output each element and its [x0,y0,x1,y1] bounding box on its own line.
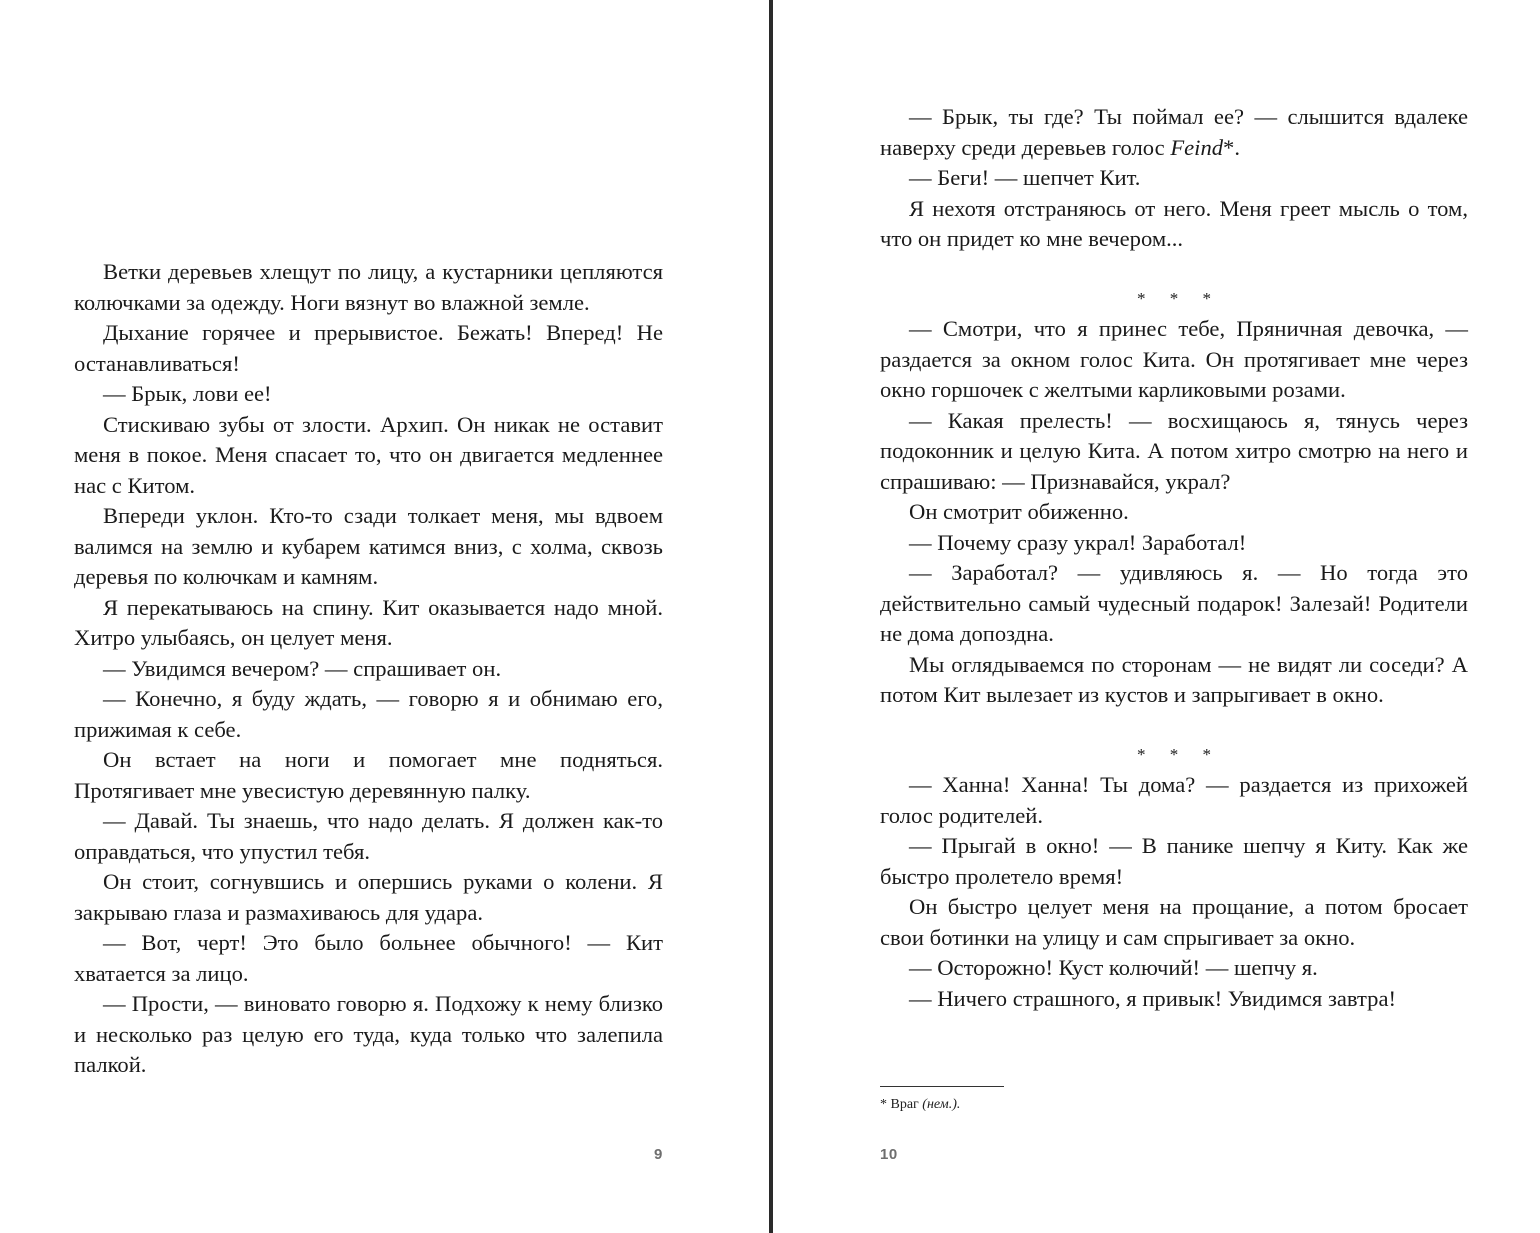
paragraph: — Заработал? — удивляюсь я. — Но тогда это действительно самый чудесный подарок! Залезай! Родители не дома допоздна. [880,560,1468,646]
footnote-rule [880,1086,1004,1087]
left-page-text [74,257,663,1081]
paragraph: Я перекатываюсь на спину. Кит оказывается надо мной. Хитро улыбаясь, он целует меня. [74,594,663,650]
paragraph: Он смотрит обиженно. [909,499,1129,524]
paragraph: — Увидимся вечером? — спрашивает он. [103,655,502,681]
paragraph: Дыхание горячее и прерывистое. Бежать! Вперед! Не останавливаться! [74,320,663,376]
paragraph: — Какая прелесть! — восхищаюсь я, тянусь через подоконник и целую Кита. А потом хитро смотрю на него и спрашиваю: — Признавайся, украл? [880,407,1468,494]
paragraph: — Смотри, что я принес тебе, Пряничная девочка, — раздается за окном голос Кита. Он протягивает мне через окно горшочек с желтыми карликовыми розами. [880,316,1468,402]
footnote [880,1096,960,1114]
right-page-text [880,102,1468,1014]
paragraph: Стискиваю зубы от злости. Архип. Он никак не оставит меня в покое. Меня спасает то, что он двигается медленнее нас с Китом. [74,411,663,498]
paragraph: Он встает на ноги и помогает мне подняться. Протягивает мне увесистую деревянную палку. [74,747,663,803]
paragraph: Мы оглядываемся по сторонам — не видят ли соседи? А потом Кит вылезает из кустов и запрыгивает в окно. [880,651,1468,707]
paragraph: — Осторожно! Куст колючий! — шепчу я. [909,955,1318,980]
paragraph-text: — Брык, ты где? Ты поймал ее? — слышится вдалеке наверху среди деревьев голос [880,104,1468,160]
paragraph: Он быстро целует меня на прощание, а потом бросает свои ботинки на улицу и сам спрыгивает за окно. [880,894,1468,950]
page-number: 10 [880,1146,898,1163]
paragraph: Он стоит, согнувшись и опершись руками о колени. Я закрываю глаза и размахиваюсь для удара. [74,869,663,925]
page-number: 9 [654,1146,663,1163]
paragraph: — Брык, лови ее! [103,381,272,406]
paragraph [880,102,1468,163]
paragraph: Ветки деревьев хлещут по лицу, а кустарники цепляются колючками за одежду. Ноги вязнут во влажной земле. [74,259,663,315]
footnote-marker: *. [1223,134,1240,160]
paragraph: — Прыгай в окно! — В панике шепчу я Киту. Как же быстро пролетело время! [880,833,1468,889]
paragraph: — Почему сразу украл! Заработал! [909,529,1247,555]
section-separator: * * * [1137,288,1221,308]
book-spine [769,0,773,1233]
foreign-word: Feind [1170,134,1224,160]
paragraph: — Конечно, я буду ждать, — говорю я и обнимаю его, прижимая к себе. [74,686,663,742]
paragraph: — Вот, черт! Это было больнее обычного! — Кит хватается за лицо. [74,930,663,986]
footnote-note: (нем.). [922,1097,961,1112]
paragraph: Впереди уклон. Кто-то сзади толкает меня, мы вдвоем валимся на землю и кубарем катимся вниз, с холма, сквозь деревья по колючкам и камням. [74,503,663,589]
footnote-text: * Враг [880,1097,923,1112]
paragraph: — Беги! — шепчет Кит. [909,165,1141,190]
right-page [774,0,1540,1233]
paragraph: — Давай. Ты знаешь, что надо делать. Я должен как-то оправдаться, что упустил тебя. [74,808,663,864]
paragraph: — Ничего страшного, я привык! Увидимся завтра! [909,985,1397,1011]
section-separator: * * * [1137,744,1221,764]
paragraph: Я нехотя отстраняюсь от него. Меня греет мысль о том, что он придет ко мне вечером... [880,195,1468,251]
paragraph: — Ханна! Ханна! Ты дома? — раздается из прихожей голос родителей. [880,772,1468,828]
paragraph: — Прости, — виновато говорю я. Подхожу к нему близко и несколько раз целую его туда, куда только что залепила палкой. [74,991,663,1077]
